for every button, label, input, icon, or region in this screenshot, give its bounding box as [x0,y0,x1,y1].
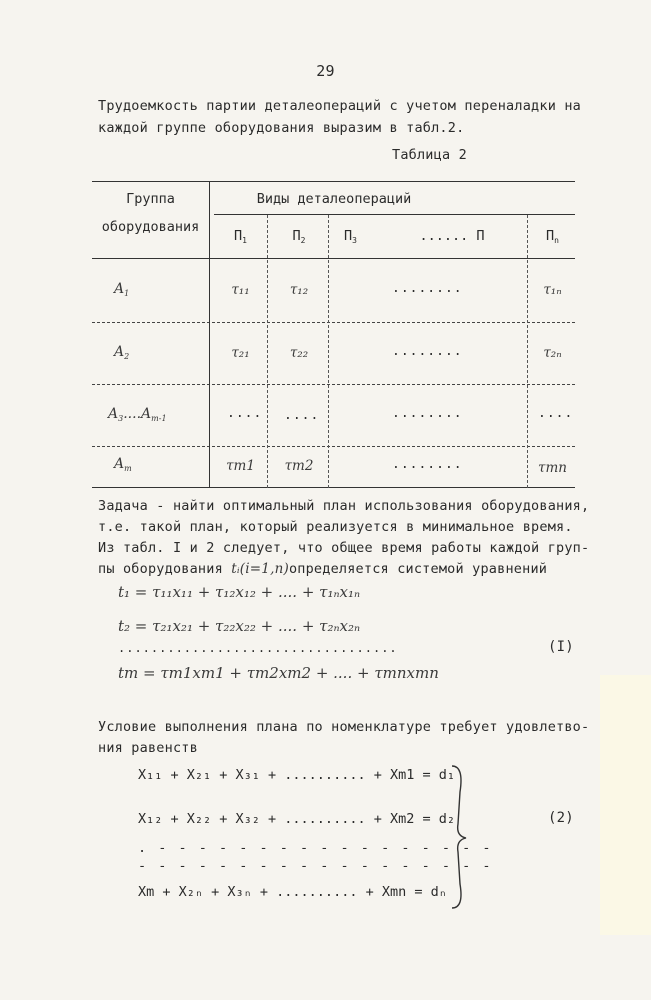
equation-t1: t₁ = τ₁₁x₁₁ + τ₁₂x₁₂ + .... + τ₁ₙx₁ₙ [118,583,361,601]
cell-tau-21: τ₂₁ [231,345,250,361]
cell-tau-11: τ₁₁ [231,282,250,298]
column-head-pn-sub: n [554,236,559,245]
problem-line-3: Из табл. I и 2 следует, что общее время работы каждой груп- [98,540,590,556]
equation-xm: Xm + X₂ₙ + X₃ₙ + .......... + Xmn = dₙ [138,884,447,900]
cell-dots-row1: ........ [392,281,463,296]
problem-line-1: Задача - найти оптимальный план использования оборудования, [98,498,590,514]
cell-tau-2n: τ₂ₙ [543,345,562,361]
col-rule-3 [527,215,528,488]
condition-paragraph [98,717,589,759]
equation-dash-1: . - - - - - - - - - - - - - - - - - [138,840,493,856]
row-a3-sub: 3 [118,414,124,423]
problem-line-4-math: tᵢ(i=1,n) [231,561,289,577]
column-head-p1 [214,228,267,245]
problem-line-4-end: определяется системой уравнений [288,561,548,577]
row-am1-sub: m-1 [151,414,167,423]
equation-dots: .................................. [118,641,398,655]
equation-number-1: (I) [548,639,574,655]
column-head-p1-sub: 1 [242,236,247,245]
header-bottom-rule [92,258,575,259]
equation-number-2: (2) [548,810,574,826]
column-head-p3-letter: П [344,228,353,244]
intro-paragraph [98,95,581,139]
row-rule-3 [92,446,575,447]
column-head-pn [530,228,575,245]
equation-x1: X₁₁ + X₂₁ + X₃₁ + .......... + Xm1 = d₁ [138,767,455,783]
condition-line-1: Условие выполнения плана по номенклатуре требует удовлетво- [98,719,590,735]
equation-t2: t₂ = τ₂₁x₂₁ + τ₂₂x₂₂ + .... + τ₂ₙx₂ₙ [118,617,361,635]
row-label-a2 [114,344,129,361]
equation-x2: X₁₂ + X₂₂ + X₃₂ + .......... + Xm2 = d₂ [138,811,455,827]
group-column-rule [209,181,210,488]
row-a1-sub: 1 [124,289,130,298]
header-group-line2: оборудования [101,219,200,235]
cell-tau-1n: τ₁ₙ [543,282,562,298]
equation-dash-2: - - - - - - - - - - - - - - - - - - [138,858,493,874]
cell-tau-m2: τm2 [284,458,314,474]
column-head-p3 [344,228,384,245]
condition-line-2: ния равенств [98,740,198,756]
column-head-p2-sub: 2 [300,236,306,245]
row-am1-letter: A [141,406,152,422]
row-am-sub: m [124,464,132,473]
cell-tau-m1: τm1 [226,458,255,474]
header-operation-types: Виды деталеопераций [256,191,412,207]
cell-tau-mn: τmn [538,460,567,476]
intro-line-1: Трудоемкость партии деталеопераций с учетом переналадки на [98,98,582,114]
cell-dots-row4: ........ [392,457,463,472]
column-head-dots-p: ...... П [419,228,485,244]
problem-line-4-start: пы оборудования [98,561,232,577]
col-rule-2 [328,215,329,488]
page-number: 29 [316,62,335,80]
table-bottom-rule [92,487,575,488]
equation-tm: tm = τm1xm1 + τm2xm2 + .... + τmnxmn [118,664,439,682]
row-a2-letter: A [114,344,125,360]
table-top-rule [92,181,575,182]
header-sub-rule [214,214,575,215]
cell-dots-row3: ........ [392,406,463,421]
table-caption: Таблица 2 [392,147,467,163]
row-label-am [114,456,132,473]
cell-dots-r3c2: .... [284,408,320,423]
row-a3-dots: .... [123,406,142,422]
intro-line-2: каждой группе оборудования выразим в табл.2. [98,120,465,136]
problem-line-4 [98,559,589,580]
row-rule-1 [92,322,575,323]
col-rule-1 [267,215,268,488]
cell-dots-r3cn: .... [538,406,574,421]
problem-line-2: т.е. такой план, который реализуется в минимальное время. [98,519,573,535]
row-label-a3-am1 [108,406,167,423]
column-head-pn-letter: П [546,228,555,244]
row-a2-sub: 2 [124,352,130,361]
data-table [92,181,575,488]
row-a3-letter: A [108,406,119,422]
header-group-line1: Группа [126,191,175,207]
row-label-a1 [114,281,129,298]
cell-dots-r3c1: .... [227,406,263,421]
problem-paragraph [98,496,589,580]
column-head-p2 [270,228,328,245]
row-am-letter: A [114,456,125,472]
row-rule-2 [92,384,575,385]
right-brace [446,762,476,912]
column-head-p1-letter: П [234,228,243,244]
column-head-p3-sub: 3 [352,236,357,245]
column-head-p2-letter: П [292,228,301,244]
row-a1-letter: A [114,281,125,297]
cell-tau-12: τ₁₂ [289,282,309,298]
cell-dots-row2: ........ [392,344,463,359]
cell-tau-22: τ₂₂ [289,345,309,361]
paper-stain [600,675,651,935]
